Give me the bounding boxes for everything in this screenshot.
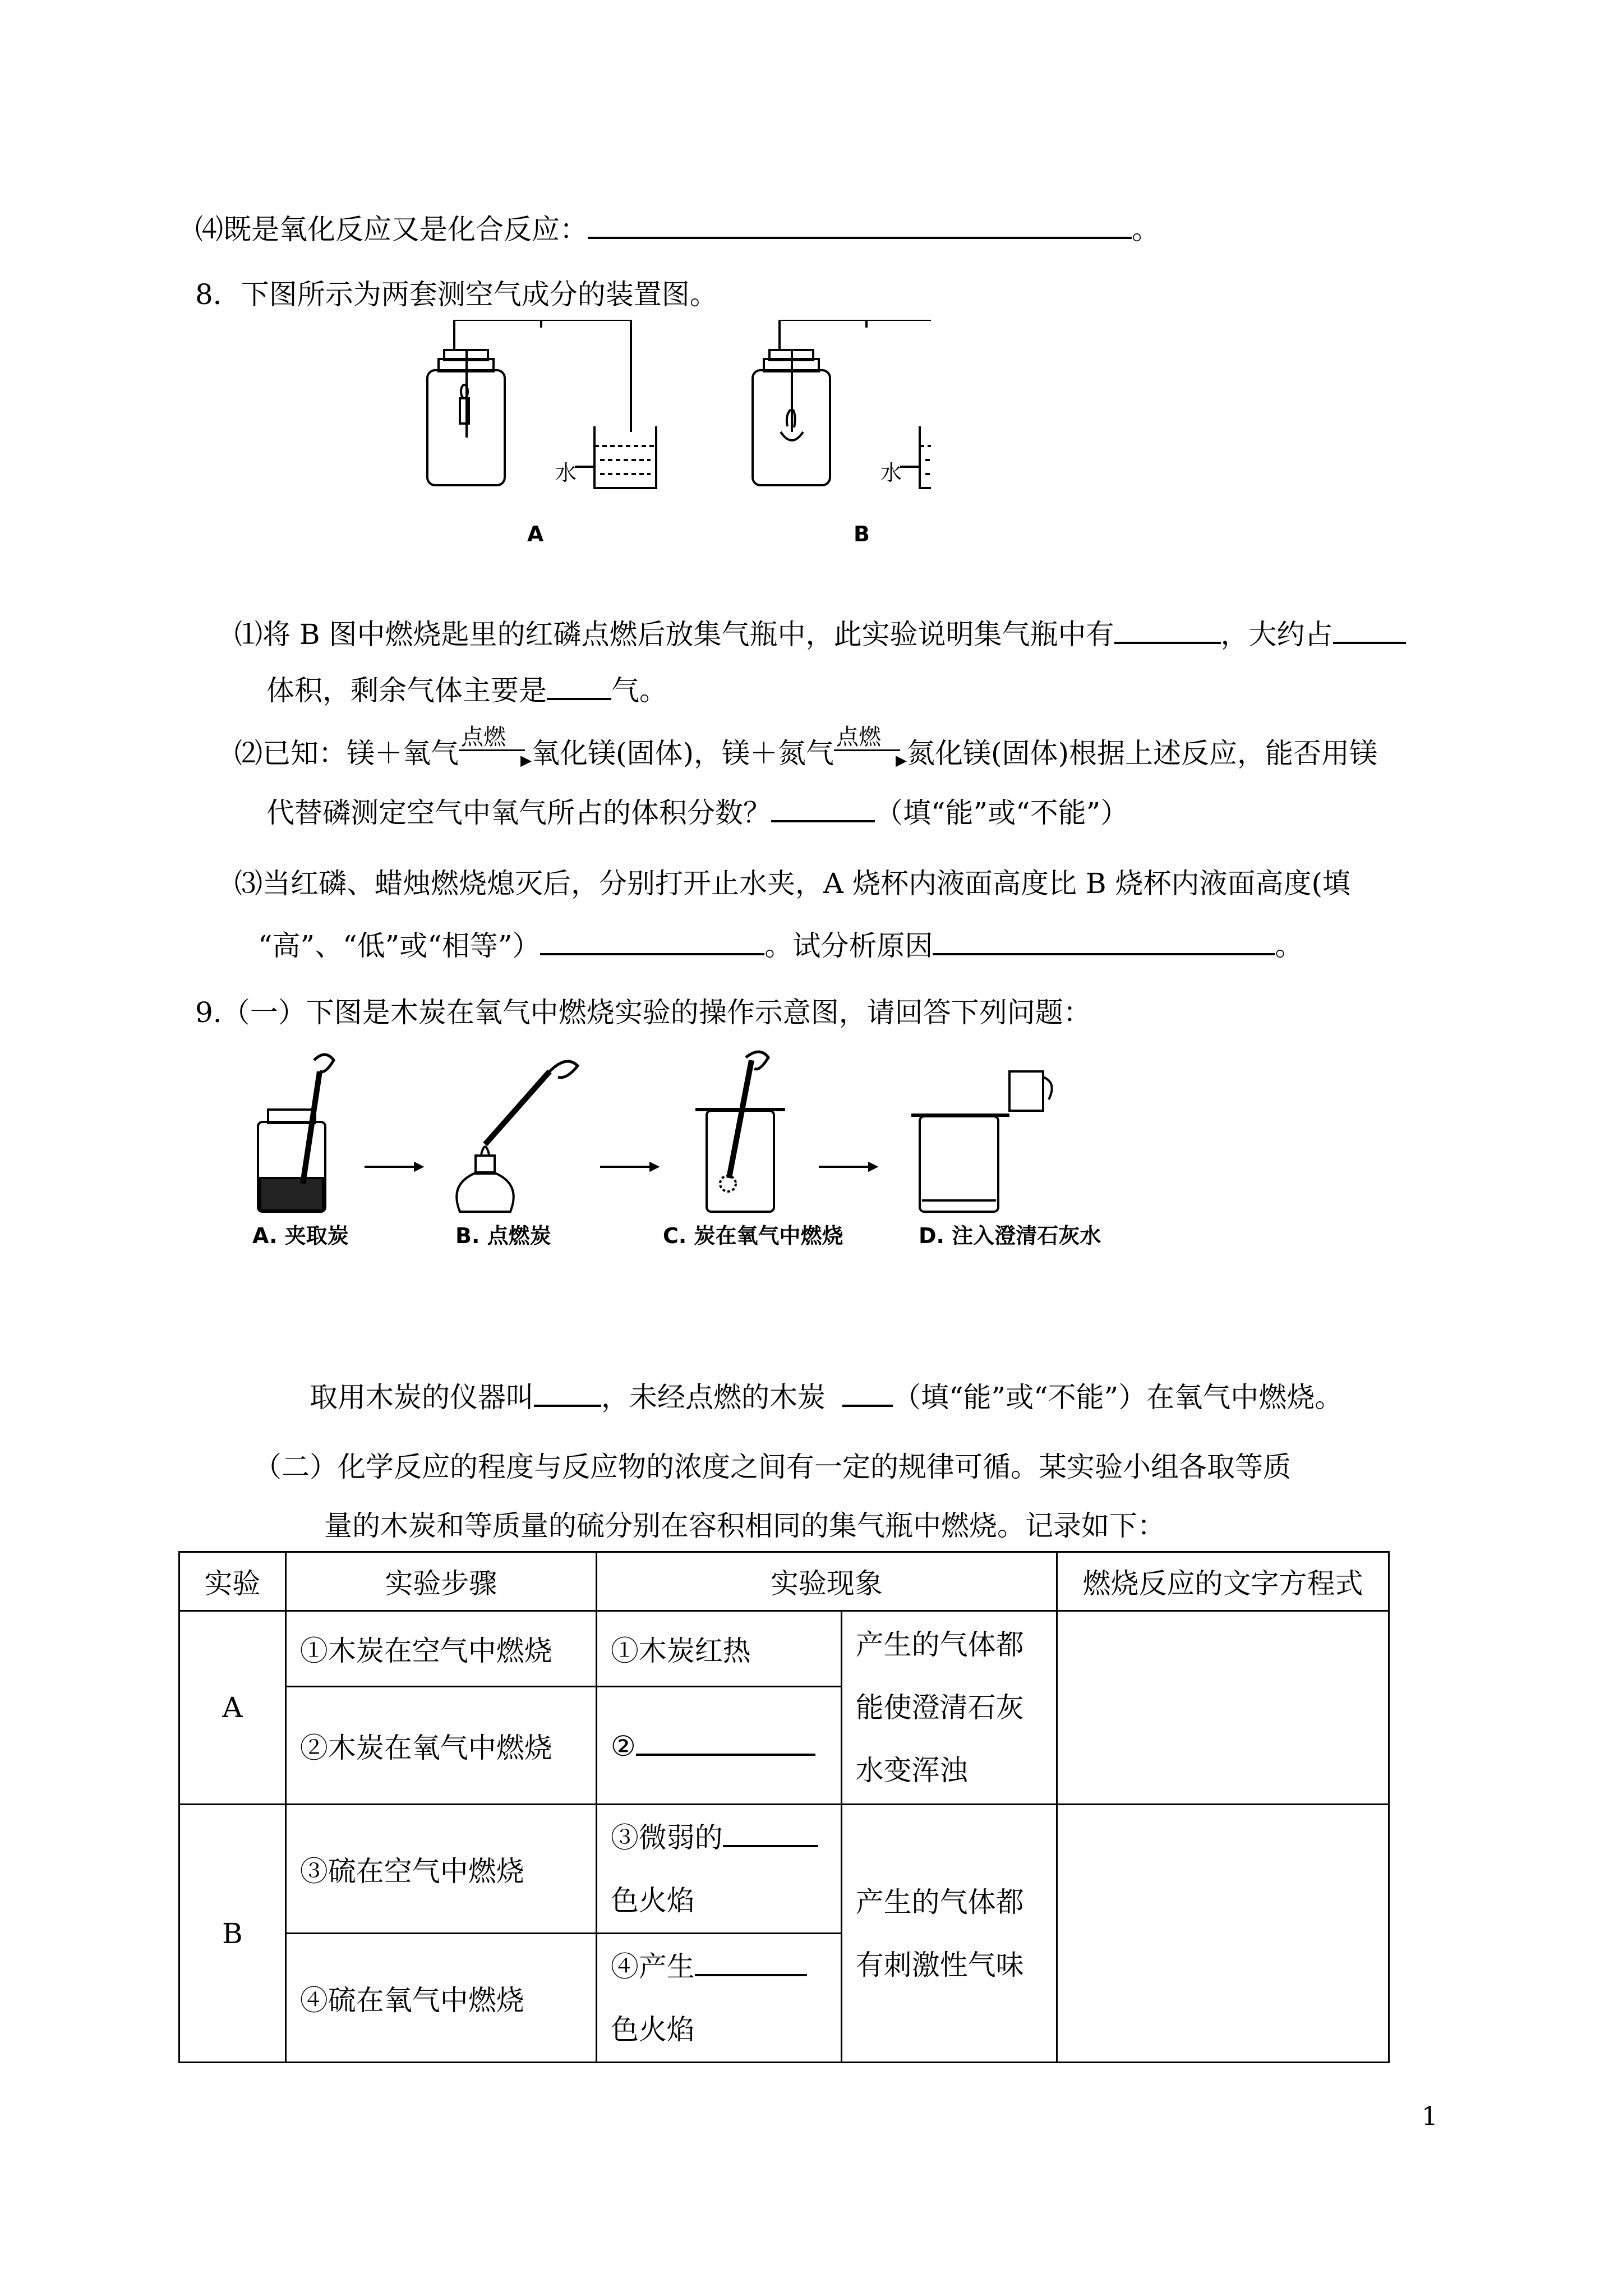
figure-label-a: A — [527, 522, 544, 546]
q9-fill-text-a: 取用木炭的仪器叫 — [310, 1381, 534, 1414]
q8-part2-blank[interactable] — [771, 795, 875, 822]
q9-part2-line1: （二）化学反应的程度与反应物的浓度之间有一定的规律可循。某实验小组各取等质 — [253, 1451, 1291, 1483]
q8-part1-line2 — [266, 673, 667, 707]
step-a-jar — [258, 1055, 334, 1212]
step-b-alcohol-lamp — [457, 1061, 578, 1212]
apparatus-a — [427, 320, 656, 488]
q9-fill-text-b: ，未经点燃的木炭 — [601, 1381, 826, 1414]
group-a-common-obs: 产生的气体都能使澄清石灰水变浑浊 — [841, 1611, 1057, 1805]
group-a-label: A — [179, 1611, 286, 1805]
step-1-cell: ①木炭在空气中燃烧 — [285, 1611, 596, 1687]
figure-label-water-a: 水 — [555, 461, 577, 485]
q9-part2-line2: 量的木炭和等质量的硫分别在容积相同的集气瓶中燃烧。记录如下： — [324, 1510, 1165, 1542]
ignite-condition-1: 点燃 — [461, 724, 506, 750]
q8-part1-text-b: ，大约占 — [1220, 618, 1333, 651]
ignite-condition-2: 点燃 — [836, 724, 882, 750]
q8-part2-text-b: 氧化镁(固体)，镁＋氮气 — [532, 737, 834, 770]
table-header-row — [179, 1552, 1389, 1611]
step-label-c: C. 炭在氧气中燃烧 — [663, 1223, 843, 1248]
q8-part2-text-a: ⑵已知：镁＋氧气 — [234, 737, 459, 770]
obs-2-label: ② — [610, 1729, 636, 1763]
combustion-spoon-b — [781, 432, 803, 440]
q8-part1-line1 — [234, 617, 1406, 651]
q9-fill-text-c: （填“能”或“不能”）在氧气中燃烧。 — [893, 1381, 1343, 1414]
q7-item4-answer-blank[interactable] — [588, 212, 1132, 239]
table-row — [179, 1611, 1389, 1687]
q8-part3-blank-1[interactable] — [540, 928, 764, 955]
q7-item4-text: ⑷既是氧化反应又是化合反应： — [195, 213, 588, 246]
q8-part1-blank-3[interactable] — [547, 673, 611, 700]
q8-part2-line1 — [234, 724, 1378, 770]
beaker-b — [920, 426, 931, 488]
group-b-common-obs: 产生的气体都有刺激性气味 — [841, 1805, 1057, 2063]
step-4-cell: ④硫在氧气中燃烧 — [285, 1934, 596, 2063]
air-composition-apparatus-figure — [415, 320, 931, 555]
step-3-cell: ③硫在空气中燃烧 — [285, 1805, 596, 1934]
header-equation: 燃烧反应的文字方程式 — [1057, 1552, 1389, 1611]
ignite-arrow-2: 点燃 ▶ — [834, 735, 907, 763]
page-number: 1 — [1421, 2101, 1438, 2131]
q8-part3-text-c: 。 — [1275, 930, 1303, 962]
obs-3-label-b: 色火焰 — [610, 1884, 695, 1917]
charcoal-combustion-figure — [236, 1049, 1189, 1245]
q9-part1-fill — [310, 1380, 1343, 1414]
obs-4-label-b: 色火焰 — [610, 2013, 695, 2046]
header-experiment: 实验 — [179, 1552, 286, 1611]
beaker-a — [594, 426, 656, 488]
step-label-a: A. 夹取炭 — [252, 1223, 349, 1248]
q7-item4 — [195, 212, 1160, 246]
q8-part2-text-c: 氮化镁(固体)根据上述反应，能否用镁 — [907, 737, 1378, 770]
q9-stem: 9.（一）下图是木炭在氧气中燃烧实验的操作示意图，请回答下列问题： — [195, 996, 1091, 1029]
table-row — [179, 1805, 1389, 1934]
group-b-label: B — [179, 1805, 286, 2063]
figure-label-b: B — [854, 522, 870, 546]
q8-part3-text-b: 。试分析原因 — [764, 930, 933, 962]
obs-2-cell — [596, 1687, 841, 1805]
q8-part1-blank-2[interactable] — [1333, 617, 1406, 644]
apparatus-b — [753, 320, 931, 488]
q8-part3-blank-2[interactable] — [933, 928, 1275, 955]
step-d-limewater-jar — [911, 1071, 1052, 1212]
obs-2-blank[interactable] — [636, 1729, 815, 1756]
q8-stem: 8．下图所示为两套测空气成分的装置图。 — [195, 278, 718, 311]
obs-1-cell: ①木炭红热 — [596, 1611, 841, 1687]
experiment-record-table — [178, 1551, 1390, 2063]
flame-icon — [461, 385, 468, 398]
ignite-arrow-1: 点燃 ▶ — [459, 735, 532, 763]
q9-instrument-blank[interactable] — [534, 1380, 601, 1407]
obs-4-blank[interactable] — [695, 1949, 807, 1976]
obs-3-label-a: ③微弱的 — [610, 1821, 723, 1854]
obs-4-label-a: ④产生 — [610, 1950, 695, 1983]
q8-part2-text-d: 代替磷测定空气中氧气所占的体积分数？ — [266, 797, 771, 829]
q8-part1-text-d: 气。 — [611, 674, 667, 707]
step-label-d: D. 注入澄清石灰水 — [919, 1223, 1101, 1248]
obs-4-cell — [596, 1934, 841, 2063]
q8-part3-text-a: “高”、“低”或“相等”） — [258, 930, 541, 962]
q8-part1-text-c: 体积，剩余气体主要是 — [266, 674, 547, 707]
step-label-b: B. 点燃炭 — [455, 1223, 551, 1248]
group-a-equation-cell[interactable] — [1057, 1611, 1389, 1805]
q7-item4-end: 。 — [1132, 213, 1160, 246]
q8-part3-line2 — [258, 928, 1303, 963]
group-b-equation-cell[interactable] — [1057, 1805, 1389, 2063]
q8-part2-line2 — [266, 795, 1128, 830]
figure-label-water-b: 水 — [880, 461, 902, 485]
q8-part1-text-a: ⑴将 B 图中燃烧匙里的红磷点燃后放集气瓶中，此实验说明集气瓶中有 — [234, 618, 1114, 651]
q8-part1-blank-1[interactable] — [1114, 617, 1221, 644]
obs-3-cell — [596, 1805, 841, 1934]
step-c-oxygen-jar — [695, 1052, 785, 1212]
step-2-cell: ②木炭在氧气中燃烧 — [285, 1687, 596, 1805]
q8-part2-text-e: （填“能”或“不能”） — [875, 797, 1129, 829]
q9-can-burn-blank[interactable] — [842, 1380, 893, 1407]
obs-3-blank[interactable] — [723, 1820, 818, 1847]
header-phenomena: 实验现象 — [596, 1552, 1057, 1611]
header-steps: 实验步骤 — [285, 1552, 596, 1611]
q8-part3-line1: ⑶当红磷、蜡烛燃烧熄灭后，分别打开止水夹，A 烧杯内液面高度比 B 烧杯内液面高度(填 — [234, 867, 1351, 900]
